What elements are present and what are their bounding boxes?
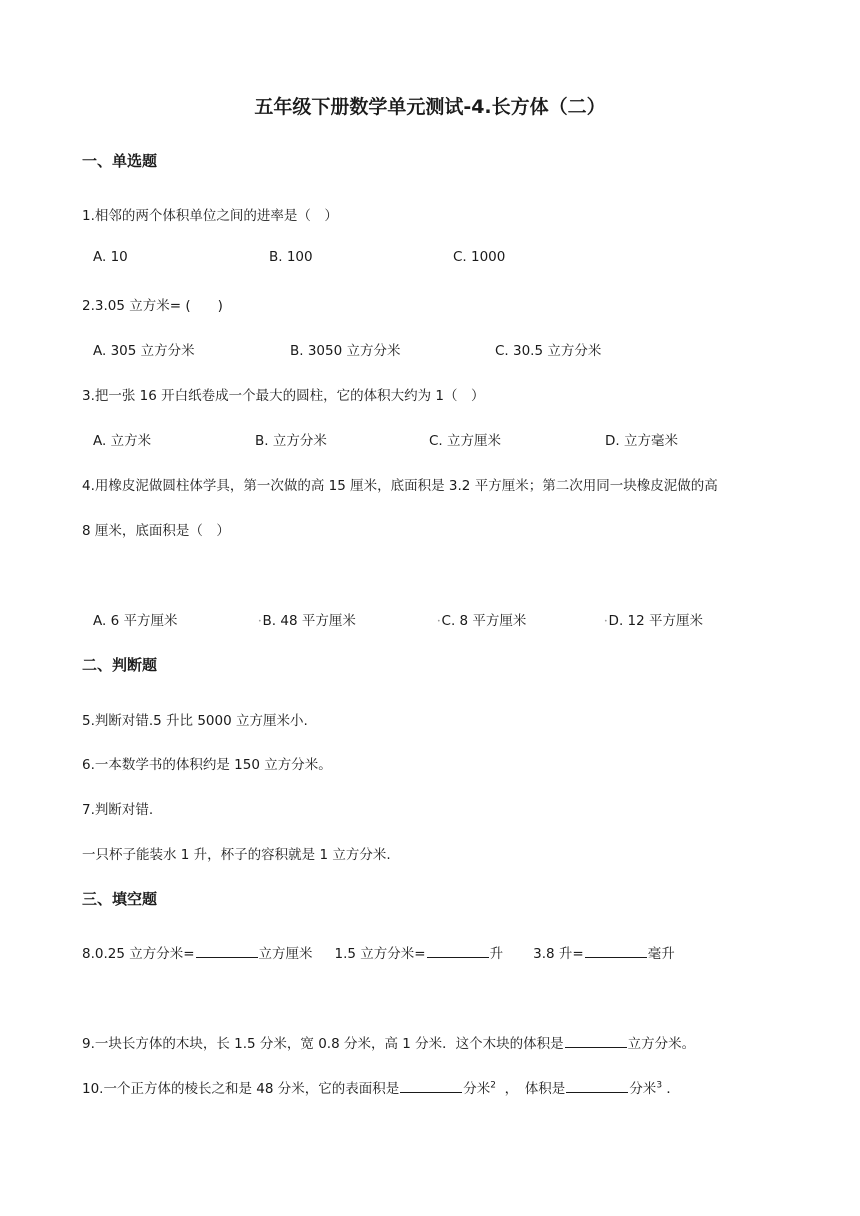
question-4-line-1: 4.用橡皮泥做圆柱体学具，第一次做的高 15 厘米，底面积是 3.2 平方厘米；第二次用同一块橡皮泥做的高	[82, 478, 718, 494]
q1-option-b: B. 100	[269, 249, 313, 265]
question-6: 6.一本数学书的体积约是 150 立方分米。	[82, 757, 332, 773]
q1-option-c: C. 1000	[453, 249, 506, 265]
q2-option-c: C. 30.5 立方分米	[495, 343, 602, 359]
answer-blank[interactable]	[585, 945, 647, 958]
q4-option-b: •B. 48 平方厘米	[258, 613, 356, 629]
section-heading-true-false: 二、判断题	[82, 656, 158, 674]
question-9: 9.一块长方体的木块，长 1.5 分米，宽 0.8 分米，高 1 分米．这个木块的体积是 立方分米。	[82, 1036, 696, 1052]
q2-option-b: B. 3050 立方分米	[290, 343, 401, 359]
answer-blank[interactable]	[566, 1080, 628, 1093]
section-heading-fill-blank: 三、填空题	[82, 890, 158, 908]
bullet-dot-icon: •	[258, 617, 262, 625]
q4-option-d: •D. 12 平方厘米	[604, 613, 703, 629]
question-3: 3.把一张 16 开白纸卷成一个最大的圆柱，它的体积大约为 1（ ）	[82, 388, 485, 404]
answer-blank[interactable]	[427, 945, 489, 958]
bullet-dot-icon: •	[437, 617, 441, 625]
answer-blank[interactable]	[196, 945, 258, 958]
question-1: 1.相邻的两个体积单位之间的进率是（ ）	[82, 208, 338, 224]
section-heading-single-choice: 一、单选题	[82, 152, 158, 170]
q3-option-c: C. 立方厘米	[429, 433, 502, 449]
question-8: 8.0.25 立方分米= 立方厘米 1.5 立方分米= 升 3.8 升= 毫升	[82, 946, 675, 962]
answer-blank[interactable]	[400, 1080, 462, 1093]
q1-option-a: A. 10	[93, 249, 128, 265]
q2-option-a: A. 305 立方分米	[93, 343, 195, 359]
answer-blank[interactable]	[565, 1035, 627, 1048]
q3-option-a: A. 立方米	[93, 433, 152, 449]
question-7-line-2: 一只杯子能装水 1 升，杯子的容积就是 1 立方分米.	[82, 847, 391, 863]
question-2: 2.3.05 立方米= ( )	[82, 298, 223, 314]
q4-option-c: •C. 8 平方厘米	[437, 613, 527, 629]
page-title: 五年级下册数学单元测试-4.长方体（二）	[254, 96, 606, 118]
bullet-dot-icon: •	[604, 617, 608, 625]
question-5: 5.判断对错.5 升比 5000 立方厘米小.	[82, 713, 308, 729]
question-4-line-2: 8 厘米，底面积是（ ）	[82, 523, 230, 539]
q4-option-a: A. 6 平方厘米	[93, 613, 178, 629]
question-7-line-1: 7.判断对错.	[82, 802, 154, 818]
q3-option-b: B. 立方分米	[255, 433, 327, 449]
q3-option-d: D. 立方毫米	[605, 433, 678, 449]
question-10: 10.一个正方体的棱长之和是 48 分米，它的表面积是 分米$^2$ ， 体积是 分米$^3$ ．	[82, 1080, 680, 1097]
